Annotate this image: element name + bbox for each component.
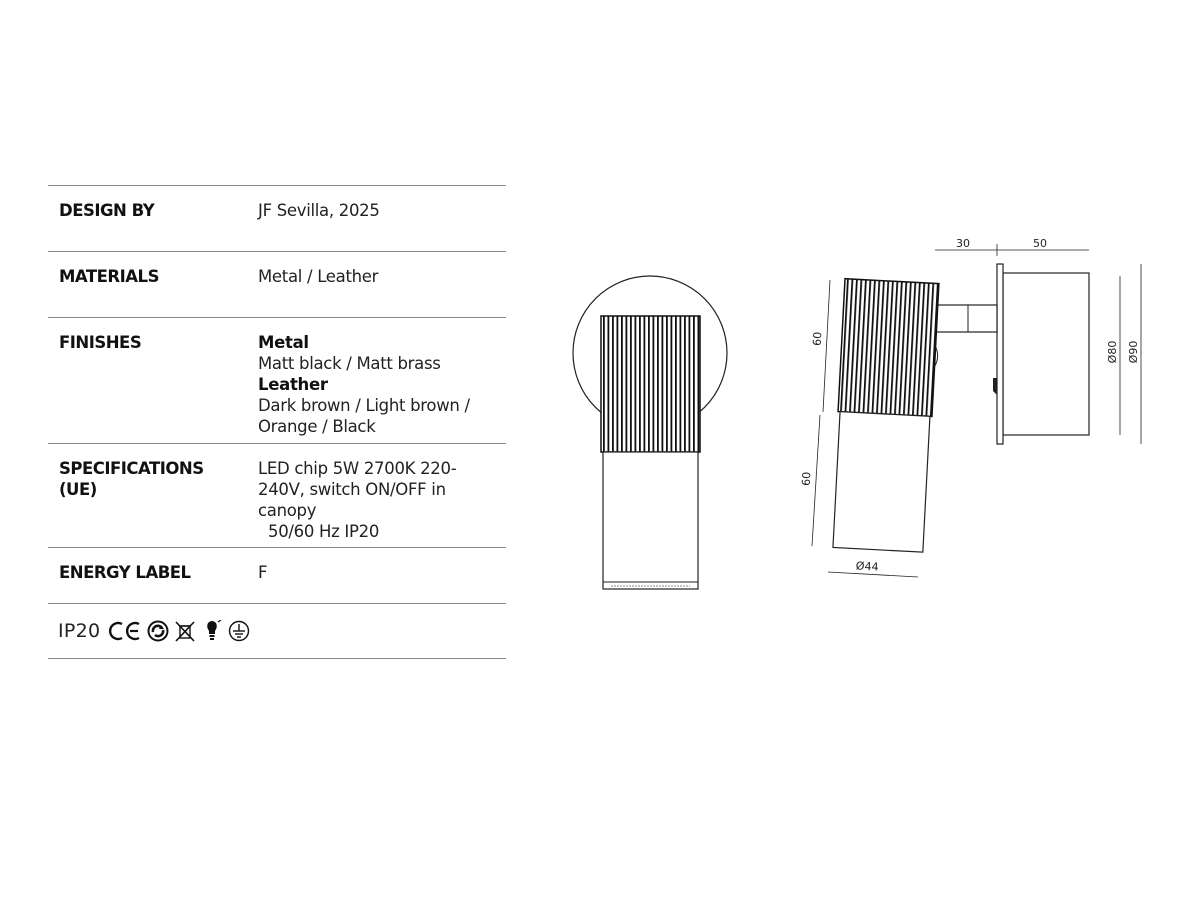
specifications-line4: 50/60 Hz IP20 bbox=[268, 522, 380, 541]
specifications-line1: LED chip 5W 2700K 220- bbox=[258, 459, 457, 478]
side-arm bbox=[935, 305, 997, 332]
dim-line-head-60 bbox=[823, 280, 830, 412]
dim-head-60-text: 60 bbox=[810, 331, 825, 347]
side-tilted-lamp bbox=[831, 279, 941, 553]
finishes-leather-line2: Orange / Black bbox=[258, 417, 376, 436]
specifications-label-line1: SPECIFICATIONS bbox=[59, 459, 204, 478]
dim-shade-60-text: 60 bbox=[799, 471, 814, 487]
side-shade bbox=[833, 412, 930, 553]
specifications-label-line2: (UE) bbox=[59, 480, 97, 499]
dim-line-shade-60 bbox=[812, 415, 820, 546]
dim-80-text: Ø80 bbox=[1106, 340, 1119, 364]
finishes-metal-value: Matt black / Matt brass bbox=[258, 354, 441, 373]
side-ribs bbox=[838, 279, 939, 417]
energy-label-value: F bbox=[258, 563, 268, 582]
specifications-line3: canopy bbox=[258, 501, 317, 520]
front-view bbox=[573, 276, 727, 589]
finishes-leather-line1: Dark brown / Light brown / bbox=[258, 396, 470, 415]
side-canopy bbox=[1003, 273, 1089, 435]
ip-rating-text: IP20 bbox=[58, 620, 101, 642]
side-view bbox=[800, 237, 1141, 577]
dim-30-text: 30 bbox=[956, 237, 970, 250]
materials-value: Metal / Leather bbox=[258, 267, 379, 286]
materials-label: MATERIALS bbox=[59, 267, 159, 286]
energy-label-label: ENERGY LABEL bbox=[59, 563, 191, 582]
dim-50-text: 50 bbox=[1033, 237, 1047, 250]
finishes-label: FINISHES bbox=[59, 333, 142, 352]
dim-90-text: Ø90 bbox=[1127, 340, 1140, 364]
side-switch bbox=[993, 378, 997, 395]
front-shade bbox=[603, 452, 698, 589]
finishes-metal-heading: Metal bbox=[258, 333, 309, 352]
side-canopy-plate bbox=[997, 264, 1003, 444]
finishes-leather-heading: Leather bbox=[258, 375, 328, 394]
dim-44-text: Ø44 bbox=[855, 559, 879, 574]
design-by-label: DESIGN BY bbox=[59, 201, 155, 220]
front-ribs bbox=[601, 316, 700, 452]
specifications-line2: 240V, switch ON/OFF in bbox=[258, 480, 446, 499]
design-by-value: JF Sevilla, 2025 bbox=[258, 201, 380, 220]
